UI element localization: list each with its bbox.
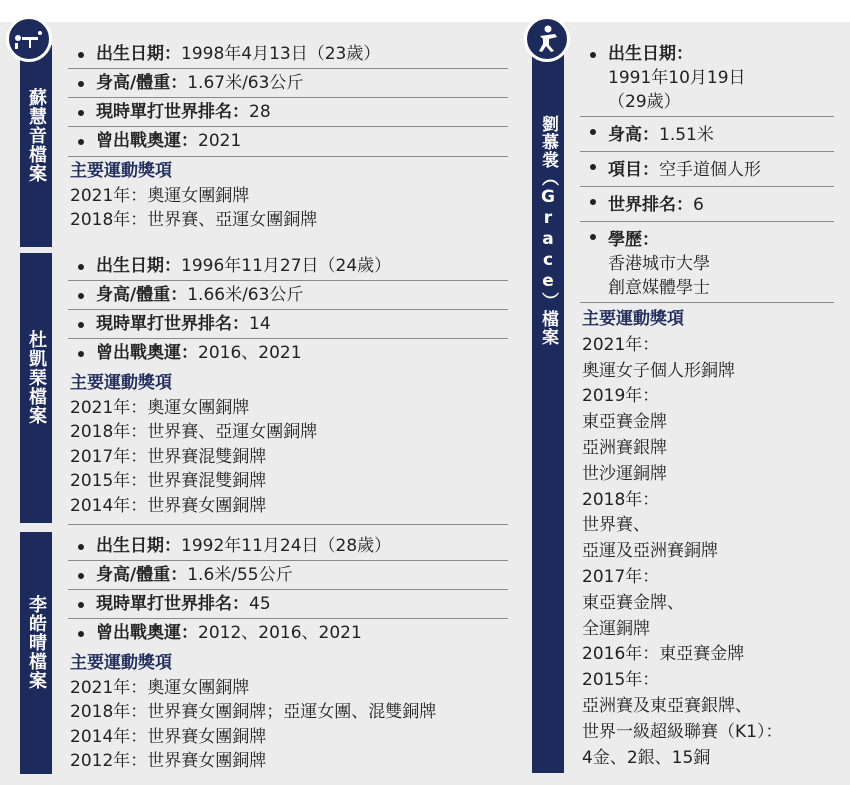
profile-2-row bbox=[68, 281, 508, 310]
row-label: 曾出戰奧運： bbox=[96, 623, 198, 643]
row-value: 1.67米/63公斤 bbox=[187, 73, 304, 93]
row-label: 身高： bbox=[608, 125, 659, 145]
row-label: 身高/體重： bbox=[96, 565, 188, 585]
profile-2-row bbox=[68, 339, 508, 367]
row-label: 現時單打世界排名： bbox=[96, 314, 249, 334]
row-label: 項目： bbox=[608, 160, 659, 180]
row-value: 1992年11月24日（28歲） bbox=[181, 536, 392, 556]
grace-row bbox=[580, 152, 834, 187]
award-item: 2018年： bbox=[582, 489, 660, 510]
profile-2-awards bbox=[68, 371, 508, 518]
top-strip bbox=[0, 0, 850, 22]
row-label: 出生日期： bbox=[96, 44, 181, 64]
profile-1-row bbox=[68, 40, 508, 69]
award-item: 2012年：世界賽女團銅牌 bbox=[70, 751, 267, 771]
profile-3-row bbox=[68, 619, 508, 647]
award-item: 2021年： bbox=[582, 334, 660, 355]
row-value: 1.6米/55公斤 bbox=[187, 565, 293, 585]
profile-3-row bbox=[68, 561, 508, 590]
award-item: 東亞賽金牌 bbox=[582, 412, 667, 433]
award-item: 2014年：世界賽女團銅牌 bbox=[70, 495, 267, 516]
award-item: 奧運女子個人形銅牌 bbox=[582, 360, 735, 381]
award-item: 全運銅牌 bbox=[582, 618, 650, 639]
divider bbox=[68, 156, 508, 157]
row-value: 2016、2021 bbox=[198, 343, 302, 363]
awards-heading: 主要運動獎項 bbox=[582, 309, 684, 329]
row-label: 身高/體重： bbox=[96, 73, 188, 93]
awards-heading: 主要運動獎項 bbox=[70, 161, 172, 181]
row-value: 45 bbox=[249, 594, 271, 614]
grace-title: 劉慕裳（Grace）檔案 bbox=[538, 115, 558, 346]
award-item: 2018年：世界賽、亞運女團銅牌 bbox=[70, 422, 318, 442]
award-item: 2015年： bbox=[582, 670, 660, 691]
grace-row bbox=[580, 40, 834, 117]
profile-1-row bbox=[68, 69, 508, 98]
profile-1-content bbox=[68, 40, 508, 233]
row-value: 2021 bbox=[198, 131, 242, 151]
profile-2-content bbox=[68, 252, 508, 518]
row-value-line: 1991年10月19日 bbox=[608, 68, 746, 88]
award-item: 2021年：奧運女團銅牌 bbox=[70, 397, 250, 418]
row-value: 1996年11月27日（24歲） bbox=[181, 256, 392, 276]
row-value: 28 bbox=[249, 102, 271, 122]
row-label: 現時單打世界排名： bbox=[96, 102, 249, 122]
row-label: 學歷： bbox=[608, 230, 659, 250]
award-item: 世界一級超級聯賽（K1）： bbox=[582, 721, 783, 742]
award-item: 2021年：奧運女團銅牌 bbox=[70, 677, 250, 698]
profile-title-3: 李皓晴檔案 bbox=[26, 595, 47, 690]
table-tennis-icon bbox=[6, 16, 52, 62]
profile-title-2: 杜凱琹檔案 bbox=[26, 330, 47, 425]
award-item: 2016年：東亞賽金牌 bbox=[582, 644, 745, 665]
profile-1-row bbox=[68, 127, 508, 155]
award-item: 2018年：世界賽女團銅牌；亞運女團、混雙銅牌 bbox=[70, 702, 437, 722]
grace-row bbox=[580, 117, 834, 152]
award-item: 2014年：世界賽女團銅牌 bbox=[70, 726, 267, 747]
row-value: 6 bbox=[693, 195, 704, 215]
award-item: 2017年：世界賽混雙銅牌 bbox=[70, 446, 267, 467]
grace-row bbox=[580, 187, 834, 222]
award-item: 2019年： bbox=[582, 386, 660, 407]
row-label: 出生日期： bbox=[608, 44, 693, 64]
award-item: 亞運及亞洲賽銅牌 bbox=[582, 541, 718, 562]
profile-title-1: 蘇慧音檔案 bbox=[26, 88, 47, 183]
award-item: 2017年： bbox=[582, 566, 660, 587]
award-item: 2015年：世界賽混雙銅牌 bbox=[70, 471, 267, 491]
row-value: 14 bbox=[249, 314, 271, 334]
awards-heading: 主要運動獎項 bbox=[70, 653, 172, 673]
award-item: 世界賽、 bbox=[582, 515, 650, 536]
profile-3-awards bbox=[68, 651, 508, 774]
row-value-line: 創意媒體學士 bbox=[608, 278, 710, 298]
award-item: 2018年：世界賽、亞運女團銅牌 bbox=[70, 210, 318, 230]
award-item: 世沙運銅牌 bbox=[582, 463, 667, 484]
profile-2-row bbox=[68, 252, 508, 281]
award-item: 2021年：奧運女團銅牌 bbox=[70, 185, 250, 206]
award-item: 4金、2銀、15銅 bbox=[582, 747, 711, 768]
row-label: 世界排名： bbox=[608, 195, 693, 215]
profile-1-row bbox=[68, 98, 508, 127]
row-label: 曾出戰奧運： bbox=[96, 343, 198, 363]
profile-3-content bbox=[68, 532, 508, 774]
row-value: 空手道個人形 bbox=[659, 160, 761, 180]
row-label: 身高/體重： bbox=[96, 285, 188, 305]
profile-2-row bbox=[68, 310, 508, 339]
row-label: 出生日期： bbox=[96, 536, 181, 556]
award-item: 東亞賽金牌、 bbox=[582, 592, 684, 613]
awards-heading: 主要運動獎項 bbox=[70, 373, 172, 393]
award-item: 亞洲賽銀牌 bbox=[582, 437, 667, 458]
row-value: 1.66米/63公斤 bbox=[187, 285, 304, 305]
award-item: 亞洲賽及東亞賽銀牌、 bbox=[582, 695, 752, 716]
karate-icon bbox=[524, 16, 570, 62]
row-label: 曾出戰奧運： bbox=[96, 131, 198, 151]
row-value: 1998年4月13日（23歲） bbox=[181, 44, 381, 64]
row-label: 現時單打世界排名： bbox=[96, 594, 249, 614]
grace-awards bbox=[580, 307, 834, 771]
profile-3-row bbox=[68, 590, 508, 619]
divider bbox=[68, 524, 508, 525]
profile-1-awards bbox=[68, 159, 508, 233]
grace-row bbox=[580, 222, 834, 303]
grace-content bbox=[580, 40, 834, 771]
row-value: 1.51米 bbox=[659, 125, 714, 145]
row-label: 出生日期： bbox=[96, 256, 181, 276]
row-value-line: 香港城市大學 bbox=[608, 254, 710, 274]
row-value: 2012、2016、2021 bbox=[198, 623, 362, 643]
profile-3-row bbox=[68, 532, 508, 561]
row-value-line: （29歲） bbox=[608, 92, 681, 112]
